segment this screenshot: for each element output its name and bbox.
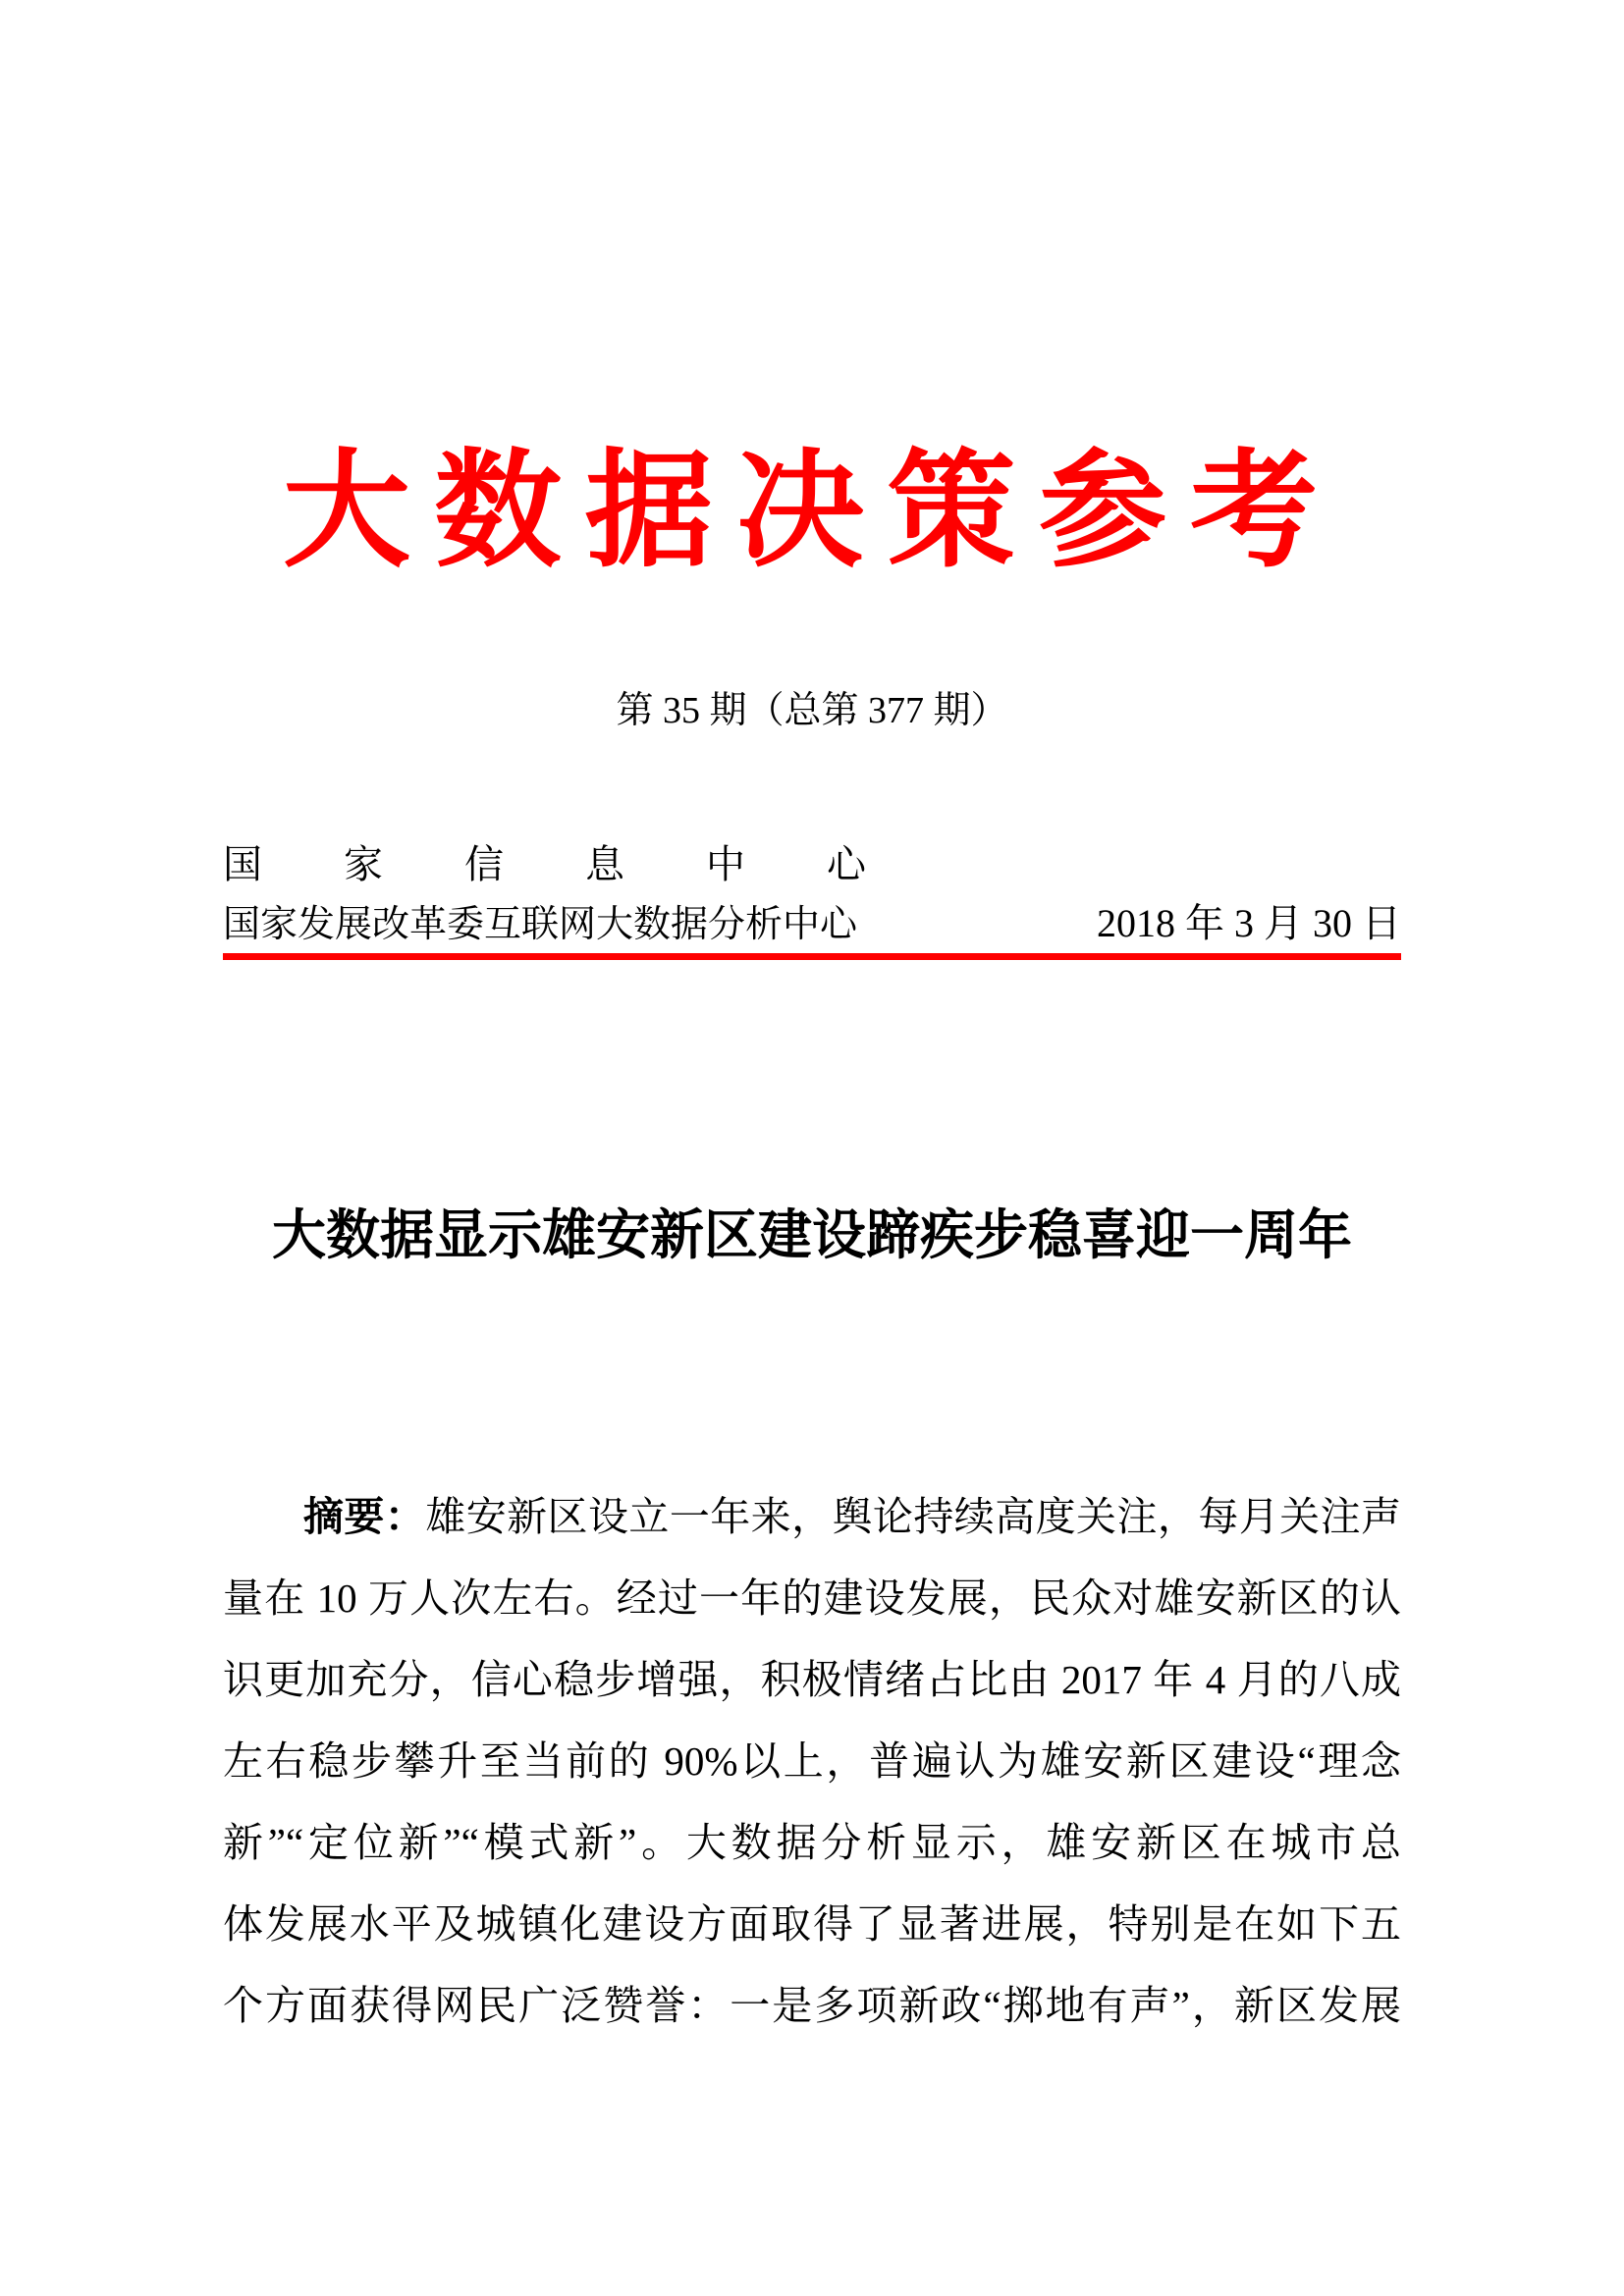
abstract-paragraph <box>223 1476 1401 2047</box>
abstract-line: 体发展水平及城镇化建设方面取得了显著进展，特别是在如下五 <box>223 1901 1401 1947</box>
abstract-line <box>223 1476 1401 1558</box>
issue-number-line: 第 35 期（总第 377 期） <box>616 690 1008 731</box>
org-date-row <box>223 901 1401 947</box>
issue-date: 2018 年 3 月 30 日 <box>1097 901 1401 945</box>
article-title: 大数据显示雄安新区建设蹄疾步稳喜迎一周年 <box>271 1205 1352 1265</box>
abstract-label: 摘要： <box>303 1494 426 1539</box>
abstract-line: 左右稳步攀升至当前的 90%以上，普遍认为雄安新区建设“理念 <box>223 1738 1401 1784</box>
abstract-line: 识更加充分，信心稳步增强，积极情绪占比由 2017 年 4 月的八成 <box>223 1657 1401 1702</box>
abstract-line: 新”“定位新”“模式新”。大数据分析显示，雄安新区在城市总 <box>223 1820 1401 1865</box>
org-name-primary: 国家信息中心 <box>223 842 866 886</box>
abstract-line: 量在 10 万人次左右。经过一年的建设发展，民众对雄安新区的认 <box>223 1575 1401 1621</box>
header-block <box>223 842 1401 960</box>
org-name-secondary: 国家发展改革委互联网大数据分析中心 <box>223 904 858 945</box>
red-divider-rule <box>223 953 1401 960</box>
abstract-line-text: 雄安新区设立一年来，舆论持续高度关注，每月关注声 <box>425 1494 1401 1539</box>
masthead-title: 大数据决策参考 <box>282 435 1341 585</box>
abstract-line: 个方面获得网民广泛赞誉：一是多项新政“掷地有声”，新区发展 <box>223 1983 1401 2028</box>
